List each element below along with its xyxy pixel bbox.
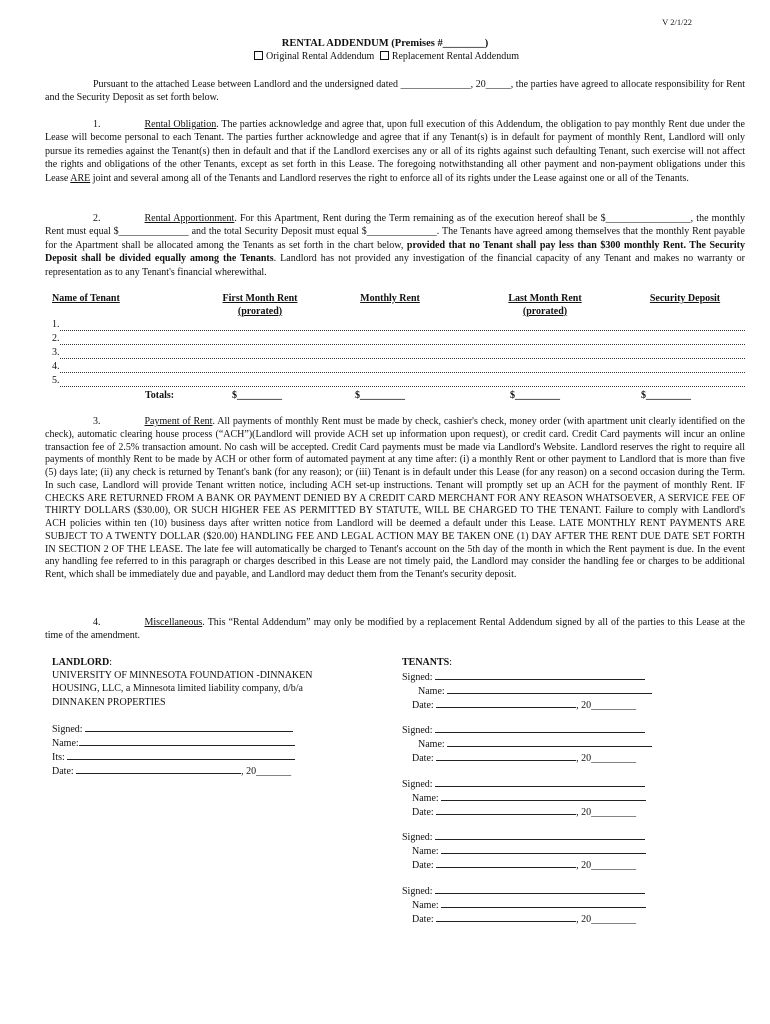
- tenant-signed-label: Signed:: [402, 672, 433, 683]
- section-body: . All payments of monthly Rent must be made by check, cashier's check, money order (with apartment unit clearly identified on the check), automatic clearing house process (“ACH”)(Landlord will provide ACH set up information upon request), or credit card. Credit Card payments will incur an online transaction fee of 2.5% transaction amount. No cash will be accepted. Credit Card payments must be made via Landlord's Website. Landlord reserves the right to require all payments of monthly Rent to be made by ACH or other form of automated payment at any time after: (i) a monthly Rent or other payment to Landlord that is more than five (5) days late; (ii) any check is returned by Tenant's bank (for any reason); or (iii) Tenant is in default under this Lease (for any reason) on a second occasion during the Term. In such case, Landlord will provide Tenant written notice, including ACH set-up instructions. Tenant will promptly set up an ACH for the payment of monthly Rent. IF CHECKS ARE RETURNED FROM A BANK OR PAYMENT DENIED BY A CREDIT CARD MERCHANT FOR ANY REASON WHATSOEVER, A SERVICE FEE OF THIRTY DOLLARS ($30.00), OR SUCH HIGHER FEE AS PERMITTED BY STATUTE, WILL BE CHARGED TO THE TENANT. Failure to comply with Landlord's ACH policies within ten (10) business days after written notice from Landlord will be deemed a default under this Lease. LATE MONTHLY RENT PAYMENTS ARE SUBJECT TO A TWENTY DOLLAR ($20.00) HANDLING FEE AND LEGAL ACTION MAY BE TAKEN ONE (1) DAY AFTER THE RENT DUE DATE SET FORTH IN SECTION 2 OF THE LEASE. The late fee will automatically be charged to Tenant's account on the 5th day of the month in which the Rent payment is due. In the event any handling fee referred to in this paragraph or charges described in this Lease are not timely paid, the Landlord may consider the handling fee or charges to be additional Rent, which shall be immediately due and payable, and Landlord may deduct them from the Tenant's security deposit.: [45, 416, 745, 580]
- table-row-number: 4.: [52, 361, 60, 372]
- tenant-date-label: Date:: [412, 860, 434, 872]
- landlord-label: LANDLORD: [52, 657, 110, 668]
- tenant-date-field[interactable]: [436, 805, 576, 815]
- replacement-addendum-checkbox[interactable]: [380, 51, 389, 60]
- section-heading: Miscellaneous: [144, 617, 203, 628]
- section-heading: Rental Obligation: [144, 119, 217, 130]
- section-rental-apportionment: [45, 212, 745, 279]
- table-row-number: 2.: [52, 333, 60, 344]
- section-body: . For this Apartment, Rent during the Term remaining as of the execution hereof shall be $_________________, the monthly Rent must equal $______________ and the total Security Deposit must equal $______________. The Tenants have agreed among themselves that the monthly Rent payable for the Apartment shall be allocated among the Tenants as set forth in the chart below,: [45, 213, 746, 251]
- landlord-date-field[interactable]: [76, 764, 241, 774]
- col-header-last-month-line2: (prorated): [522, 305, 568, 317]
- landlord-signature-field[interactable]: [85, 722, 293, 732]
- original-addendum-label: Original Rental Addendum: [265, 51, 375, 62]
- tenant-signature-field[interactable]: [435, 777, 645, 787]
- tenant-signed-label: Signed:: [402, 725, 433, 736]
- table-row-line[interactable]: [60, 372, 745, 373]
- tenant-date-label: Date:: [412, 807, 434, 819]
- total-monthly-rent[interactable]: $_________: [355, 390, 405, 401]
- col-header-first-month-line2: (prorated): [237, 305, 283, 317]
- tenant-date-field[interactable]: [436, 698, 576, 708]
- tenant-signature-block: [402, 884, 646, 927]
- tenant-date-label: Date:: [412, 700, 434, 712]
- section-body: . The parties acknowledge and agree that, upon full execution of this Addendum, the obligation to pay monthly Rent due under the Lease will become personal to each Tenant. The parties further acknowledge and agree that if any Tenant(s) is in default for payment of monthly Rent, Landlord will only pursue its remedies against the Tenant(s) then in default and that if the Landlord exercises any or all of its rights against such defaulting Tenant, such exercise will not affect the rights and obligations of the other Tenants, except as set forth in this Lease. The foregoing notwithstanding all other payment and non-payment obligations under this Lease: [45, 119, 745, 184]
- tenant-signed-label: Signed:: [402, 886, 433, 897]
- col-header-name: Name of Tenant: [52, 293, 120, 304]
- tenant-date-year: , 20_________: [576, 700, 637, 712]
- tenant-signed-label: Signed:: [402, 832, 433, 843]
- tenant-name-label: Name:: [412, 846, 439, 858]
- tenant-name-field[interactable]: [441, 791, 646, 801]
- tenant-date-year: , 20_________: [576, 860, 637, 872]
- col-header-first-month: [205, 293, 315, 318]
- section-bold-text: provided that no Tenant shall pay less than $300 monthly Rent. The Security Deposit shall be divided equally among the Tenants: [45, 239, 745, 265]
- landlord-block: [52, 656, 372, 779]
- col-header-first-month-line1: First Month Rent: [222, 293, 298, 304]
- document-title: RENTAL ADDENDUM (Premises #________): [281, 38, 489, 49]
- section-miscellaneous: [45, 616, 745, 643]
- table-row-number: 5.: [52, 375, 60, 386]
- tenant-signature-block: [402, 723, 652, 766]
- tenants-label-colon: :: [449, 657, 453, 668]
- col-header-last-month-line1: Last Month Rent: [508, 293, 582, 304]
- section-heading: Payment of Rent: [144, 416, 213, 427]
- landlord-title-field[interactable]: [67, 750, 295, 760]
- tenant-signature-block: [402, 777, 646, 820]
- tenant-date-label: Date:: [412, 914, 434, 926]
- landlord-name-line1: UNIVERSITY OF MINNESOTA FOUNDATION -DINNAKEN: [52, 670, 313, 682]
- section-number: 3.: [93, 416, 101, 427]
- landlord-date-label: Date:: [52, 766, 74, 778]
- tenant-name-label: Name:: [418, 686, 445, 698]
- tenant-name-label: Name:: [412, 900, 439, 912]
- section-body-continued: . Landlord has not provided any investigation of the financial capacity of any Tenant and makes no warranty or representation as to any Tenant's financial wherewithal.: [45, 253, 745, 278]
- tenant-name-field[interactable]: [441, 844, 646, 854]
- tenant-date-year: , 20_________: [576, 807, 637, 819]
- total-security-deposit[interactable]: $_________: [641, 390, 691, 401]
- replacement-addendum-label: Replacement Rental Addendum: [391, 51, 519, 62]
- tenant-signed-label: Signed:: [402, 779, 433, 790]
- landlord-its-label: Its:: [52, 752, 65, 764]
- tenant-name-label: Name:: [412, 793, 439, 805]
- tenant-name-label: Name:: [418, 739, 445, 751]
- table-row-number: 3.: [52, 347, 60, 358]
- landlord-name-label: Name:: [52, 738, 79, 750]
- tenant-date-year: , 20_________: [576, 914, 637, 926]
- section-payment-of-rent: [45, 416, 745, 582]
- tenant-signature-block: [402, 670, 652, 713]
- landlord-name-line3: DINNAKEN PROPERTIES: [52, 696, 166, 708]
- section-body-continued: joint and several among all of the Tenants and Landlord reserves the right to enforce all of its rights under the Lease against one or all of the Tenants.: [90, 172, 689, 184]
- tenant-signature-field[interactable]: [435, 670, 645, 680]
- totals-label: Totals:: [145, 390, 175, 401]
- table-row-number: 1.: [52, 319, 60, 330]
- section-rental-obligation: [45, 118, 745, 185]
- landlord-date-year: , 20_______: [241, 766, 292, 778]
- table-row-line[interactable]: [60, 386, 745, 387]
- table-row-line[interactable]: [60, 344, 745, 345]
- total-last-month[interactable]: $_________: [510, 390, 560, 401]
- addendum-type-options: [0, 51, 770, 62]
- tenant-name-field[interactable]: [447, 684, 652, 694]
- landlord-name-line2: HOUSING, LLC, a Minnesota limited liability company, d/b/a: [52, 683, 303, 695]
- tenant-date-field[interactable]: [436, 912, 576, 922]
- tenant-name-field[interactable]: [441, 898, 646, 908]
- landlord-name-field[interactable]: [79, 736, 295, 746]
- total-first-month[interactable]: $_________: [232, 390, 282, 401]
- section-number: 4.: [93, 617, 101, 628]
- section-number: 1.: [93, 119, 101, 130]
- tenant-date-year: , 20_________: [576, 753, 637, 765]
- original-addendum-checkbox[interactable]: [254, 51, 263, 60]
- tenant-date-field[interactable]: [436, 858, 576, 868]
- tenant-signature-field[interactable]: [435, 884, 645, 894]
- tenant-name-field[interactable]: [447, 737, 652, 747]
- tenant-date-label: Date:: [412, 753, 434, 765]
- intro-paragraph: [45, 78, 745, 105]
- tenants-label-text: TENANTS: [402, 657, 450, 668]
- section-number: 2.: [93, 213, 101, 224]
- tenant-signature-field[interactable]: [435, 830, 645, 840]
- table-row-line[interactable]: [60, 330, 745, 331]
- emphasis-are: ARE: [70, 172, 91, 184]
- table-row-line[interactable]: [60, 358, 745, 359]
- intro-text: Pursuant to the attached Lease between Landlord and the undersigned dated ______________, 20_____, the parties have agreed to allocate responsibility for Rent and the Security Deposit as set forth below.: [45, 79, 745, 104]
- tenant-signature-field[interactable]: [435, 723, 645, 733]
- landlord-label-colon: :: [109, 657, 113, 668]
- landlord-signed-label: Signed:: [52, 723, 83, 735]
- section-heading: Rental Apportionment: [144, 213, 235, 224]
- col-header-security-deposit: Security Deposit: [649, 293, 721, 304]
- tenant-date-field[interactable]: [436, 751, 576, 761]
- col-header-last-month: [490, 293, 600, 318]
- version-label: V 2/1/22: [662, 17, 692, 27]
- col-header-monthly-rent: Monthly Rent: [360, 293, 420, 304]
- tenant-signature-block: [402, 830, 646, 873]
- section-body: . This “Rental Addendum” may only be modified by a replacement Rental Addendum signed by all of the parties to this Lease at the time of the amendment.: [45, 617, 745, 642]
- tenants-label: [402, 656, 452, 669]
